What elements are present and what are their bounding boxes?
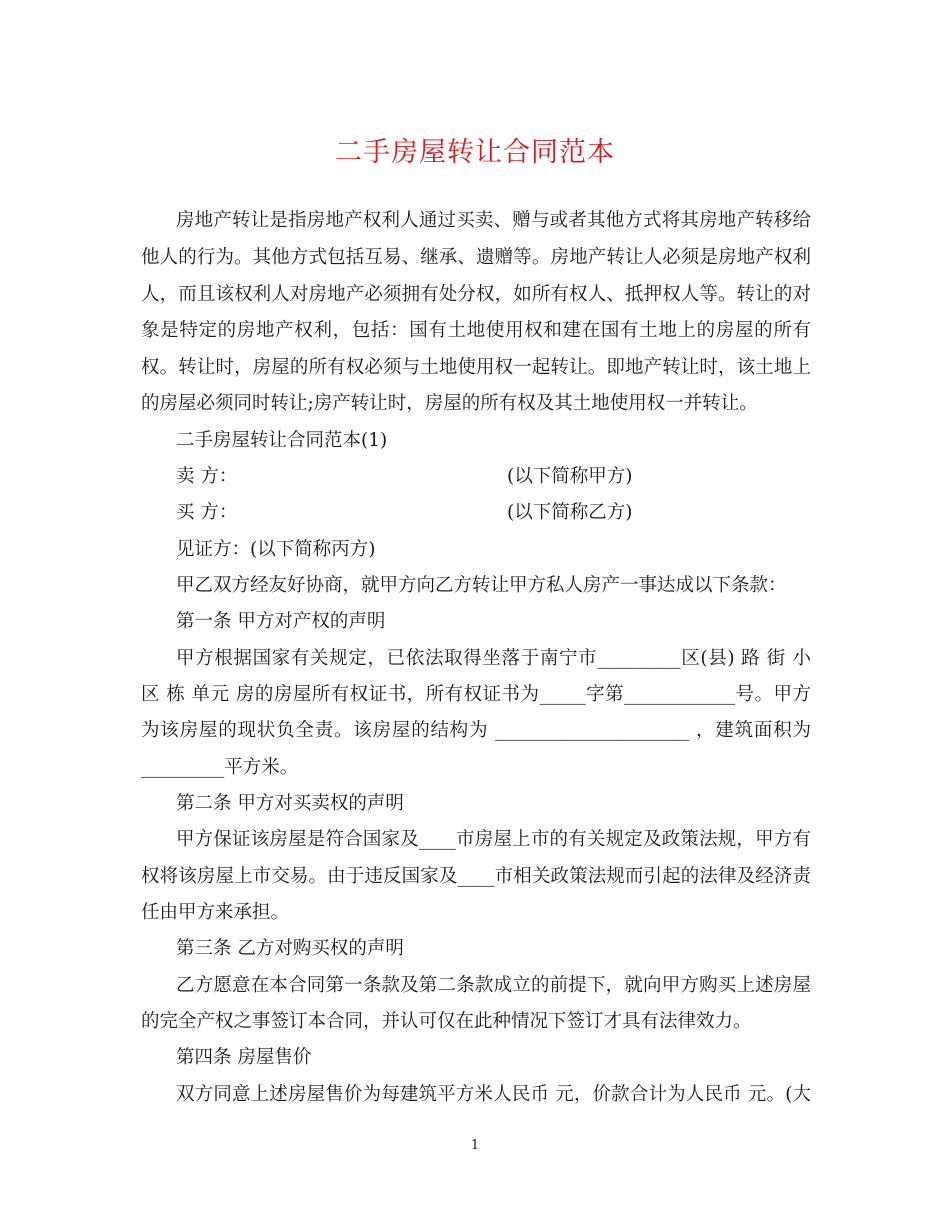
intro-line: 权。转让时，房屋的所有权必须与土地使用权一起转让。即地产转让时，该土地上 xyxy=(141,357,811,378)
article-1-line: 甲方根据国家有关规定，已依法取得坐落于南宁市_________区(县) 路 街 小 xyxy=(176,648,811,669)
intro-line: 人，而且该权利人对房地产必须拥有处分权，如所有权人、抵押权人等。转让的对 xyxy=(141,284,811,305)
agreement-line: 甲乙双方经友好协商，就甲方向乙方转让甲方私人房产一事达成以下条款： xyxy=(176,575,787,596)
intro-line: 的房屋必须同时转让;房产转让时，房屋的所有权及其土地使用权一并转让。 xyxy=(141,393,758,414)
article-2-line: 权将该房屋上市交易。由于违反国家及____市相关政策法规而引起的法律及经济责 xyxy=(141,866,811,887)
article-2-line: 甲方保证该房屋是符合国家及____市房屋上市的有关规定及政策法规，甲方有 xyxy=(176,829,811,850)
article-4-heading: 第四条 房屋售价 xyxy=(176,1047,312,1068)
article-1-line: 为该房屋的现状负全责。该房屋的结构为 _____________________ ，建筑面积为 xyxy=(141,720,811,741)
sample-heading: 二手房屋转让合同范本(1) xyxy=(176,430,388,451)
article-3-heading: 第三条 乙方对购买权的声明 xyxy=(176,938,404,959)
article-4-line: 双方同意上述房屋售价为每建筑平方米人民币 元，价款合计为人民币 元。(大 xyxy=(176,1084,811,1105)
witness-line: 见证方：(以下简称丙方) xyxy=(176,539,376,560)
seller-note: (以下简称甲方) xyxy=(507,466,633,487)
article-3-line: 的完全产权之事签订本合同，并认可仅在此种情况下签订才具有法律效力。 xyxy=(141,1011,752,1032)
intro-line: 房地产转让是指房地产权利人通过买卖、赠与或者其他方式将其房地产转移给 xyxy=(176,210,811,231)
article-2-line: 任由甲方来承担。 xyxy=(141,902,290,923)
page-number: 1 xyxy=(470,1138,480,1153)
article-2-heading: 第二条 甲方对买卖权的声明 xyxy=(176,793,404,814)
article-1-line: _________平方米。 xyxy=(141,757,299,778)
intro-line: 象是特定的房地产权利，包括：国有土地使用权和建在国有土地上的房屋的所有 xyxy=(141,320,811,341)
article-1-heading: 第一条 甲方对产权的声明 xyxy=(176,611,386,632)
buyer-note: (以下简称乙方) xyxy=(507,502,633,523)
buyer-label: 买 方： xyxy=(176,502,238,523)
article-3-line: 乙方愿意在本合同第一条款及第二条款成立的前提下，就向甲方购买上述房屋 xyxy=(176,975,811,996)
seller-label: 卖 方： xyxy=(176,466,238,487)
intro-line: 他人的行为。其他方式包括互易、继承、遗赠等。房地产转让人必须是房地产权利 xyxy=(141,247,811,268)
article-1-line: 区 栋 单元 房的房屋所有权证书，所有权证书为_____字第____________号。甲方 xyxy=(141,684,811,705)
document-title: 二手房屋转让合同范本 xyxy=(335,137,615,168)
